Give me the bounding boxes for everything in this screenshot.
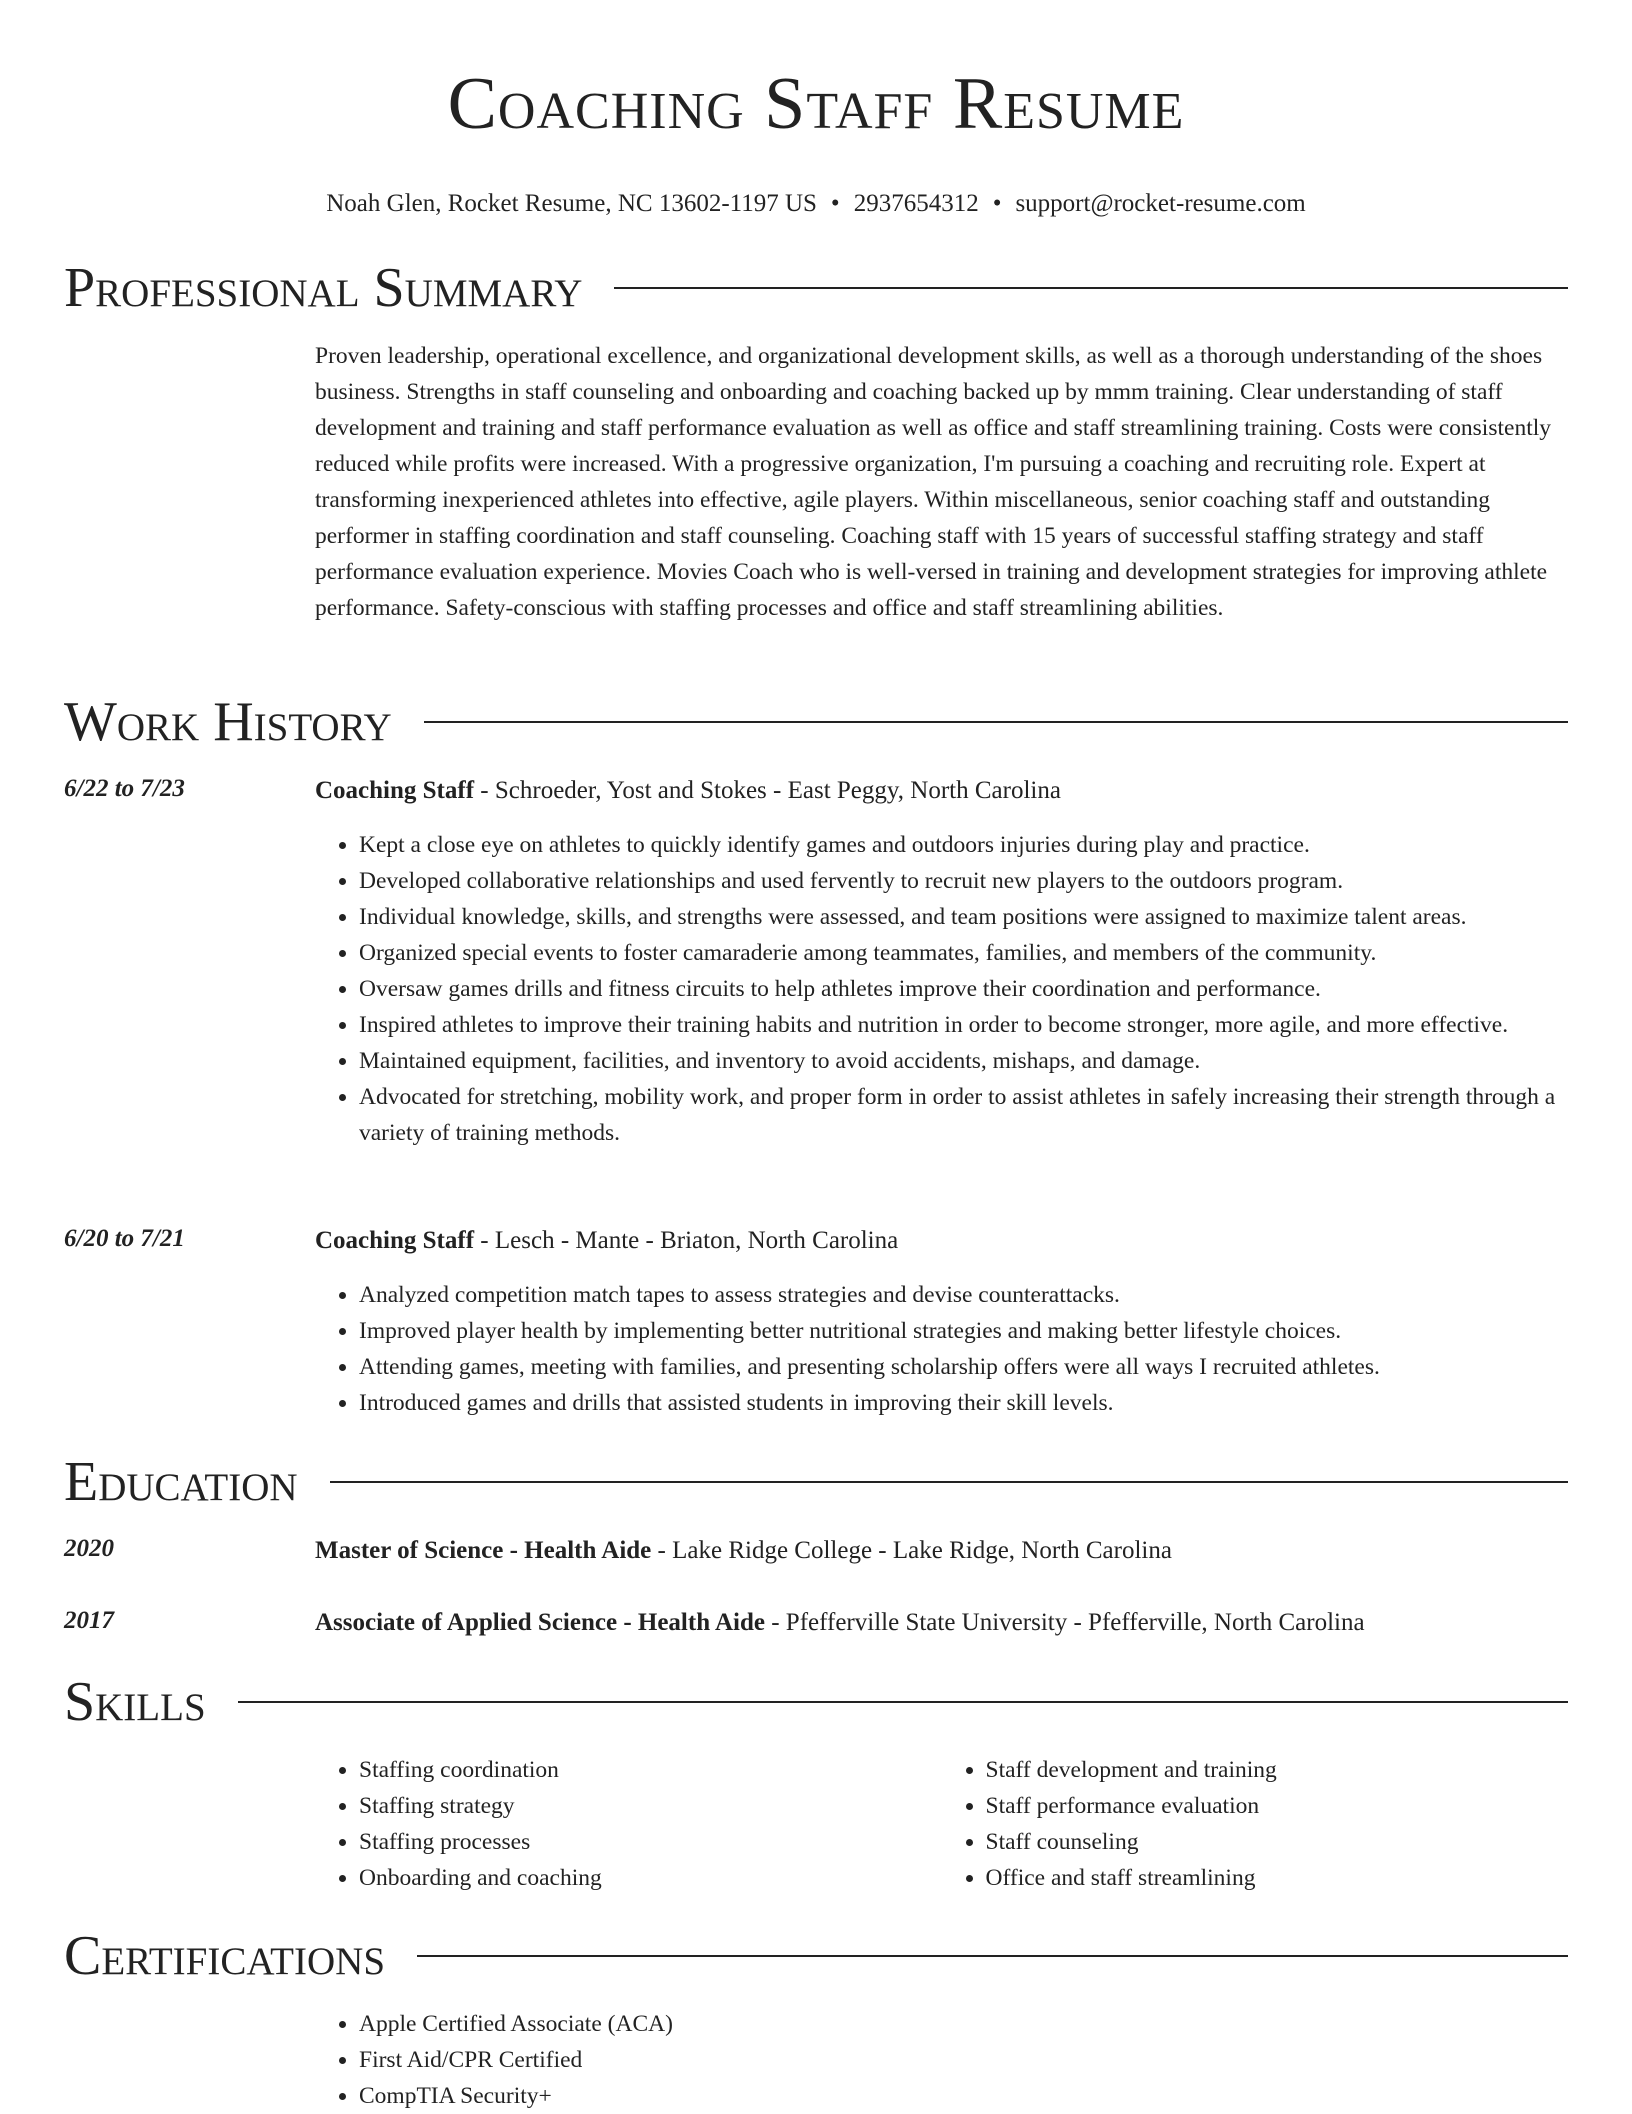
section-title-education: Education [64, 1451, 298, 1513]
certification-item: • CompTIA Security+ [359, 2078, 1568, 2114]
job-dates: 6/20 to 7/21 [64, 1225, 185, 1252]
skills-grid [315, 1752, 1568, 1896]
education-year: 2020 [64, 1535, 114, 1562]
skill-item: • Staff performance evaluation [986, 1788, 1569, 1824]
education-degree: Associate of Applied Science - Health Aide [315, 1609, 765, 1636]
skill-item: • Onboarding and coaching [359, 1860, 942, 1896]
section-rule [424, 721, 1568, 723]
skills-list-right [942, 1752, 1569, 1896]
job-title: Coaching Staff [315, 1227, 475, 1254]
job-bullet: • Oversaw games drills and fitness circuits to help athletes improve their coordination and performance. [359, 971, 1568, 1007]
education-year: 2017 [64, 1607, 114, 1634]
resume-title: Coaching Staff Resume [447, 63, 1185, 145]
contact-separator: • [830, 190, 840, 217]
job-heading [315, 775, 1568, 807]
section-rule [238, 1701, 1568, 1703]
job-bullet: • Advocated for stretching, mobility work, and proper form in order to assist athletes in safely increasing their strength through a variety of training methods. [359, 1079, 1568, 1151]
section-rule [417, 1955, 1568, 1957]
contact-email: support@rocket-resume.com [1015, 190, 1306, 217]
job-heading [315, 1225, 1568, 1257]
job-bullet: • Kept a close eye on athletes to quickly identify games and outdoors injuries during play and practice. [359, 827, 1568, 863]
section-rule [614, 287, 1568, 289]
job-bullet: • Maintained equipment, facilities, and inventory to avoid accidents, mishaps, and damage. [359, 1043, 1568, 1079]
contact-line [64, 188, 1568, 220]
skills-list-left [315, 1752, 942, 1896]
section-title-certifications: Certifications [64, 1925, 386, 1987]
contact-address: Noah Glen, Rocket Resume, NC 13602-1197 US [326, 190, 817, 217]
certifications-list [315, 2006, 1568, 2114]
section-title-skills: Skills [64, 1671, 206, 1733]
job-details: - Lesch - Mante - Briaton, North Carolina [474, 1227, 899, 1254]
education-details: - Pfefferville State University - Pfefferville, North Carolina [764, 1609, 1365, 1636]
job-bullet: • Inspired athletes to improve their training habits and nutrition in order to become stronger, more agile, and more effective. [359, 1007, 1568, 1043]
section-header-work [64, 690, 1568, 754]
contact-phone: 2937654312 [853, 190, 979, 217]
job-bullet: • Introduced games and drills that assisted students in improving their skill levels. [359, 1385, 1568, 1421]
summary-text: Proven leadership, operational excellence, and organizational development skills, as well as a thorough understanding of the shoes business. Strengths in staff counseling and onboarding and coaching backed up by mmm training. Clear understanding of staff development and training and staff performance evaluation as well as office and staff streamlining training. Costs were consistently reduced while profits were increased. With a progressive organization, I'm pursuing a coaching and recruiting role. Expert at transforming inexperienced athletes into effective, agile players. Within miscellaneous, senior coaching staff and outstanding performer in staffing coordination and staff counseling. Coaching staff with 15 years of successful staffing strategy and staff performance evaluation experience. Movies Coach who is well-versed in training and development strategies for improving athlete performance. Safety-conscious with staffing processes and office and staff streamlining abilities. [315, 343, 1551, 621]
job-bullet: • Organized special events to foster camaraderie among teammates, families, and members of the community. [359, 935, 1568, 971]
education-degree: Master of Science - Health Aide [315, 1537, 652, 1564]
certification-item: • Apple Certified Associate (ACA) [359, 2006, 1568, 2042]
job-title: Coaching Staff [315, 777, 475, 804]
resume-page [64, 0, 1568, 2109]
section-header-skills [64, 1670, 1568, 1734]
skill-item: • Staffing processes [359, 1824, 942, 1860]
education-content [315, 1535, 1568, 1567]
section-rule [330, 1481, 1568, 1483]
job-bullet: • Analyzed competition match tapes to assess strategies and devise counterattacks. [359, 1277, 1568, 1313]
job-bullet: • Developed collaborative relationships and used fervently to recruit new players to the outdoors program. [359, 863, 1568, 899]
skill-item: • Office and staff streamlining [986, 1860, 1569, 1896]
skill-item: • Staff development and training [986, 1752, 1569, 1788]
job-bullet: • Attending games, meeting with families, and presenting scholarship offers were all ways I recruited athletes. [359, 1349, 1568, 1385]
education-content [315, 1607, 1568, 1639]
certification-item: • First Aid/CPR Certified [359, 2042, 1568, 2078]
job-dates: 6/22 to 7/23 [64, 775, 185, 802]
job-bullet: • Individual knowledge, skills, and strengths were assessed, and team positions were assigned to maximize talent areas. [359, 899, 1568, 935]
job-bullets [315, 827, 1568, 1151]
skill-item: • Staff counseling [986, 1824, 1569, 1860]
certifications-block [315, 2006, 1568, 2114]
section-header-summary [64, 256, 1568, 320]
section-header-certifications [64, 1924, 1568, 1988]
job-bullets [315, 1277, 1568, 1421]
education-details: - Lake Ridge College - Lake Ridge, North Carolina [651, 1537, 1172, 1564]
contact-separator: • [992, 190, 1002, 217]
job-details: - Schroeder, Yost and Stokes - East Peggy, North Carolina [474, 777, 1061, 804]
skill-item: • Staffing coordination [359, 1752, 942, 1788]
section-title-work: Work History [64, 691, 392, 753]
section-title-summary: Professional Summary [64, 257, 583, 319]
job-content [315, 775, 1568, 1151]
job-bullet: • Improved player health by implementing better nutritional strategies and making better lifestyle choices. [359, 1313, 1568, 1349]
summary-block [315, 338, 1568, 626]
job-content [315, 1225, 1568, 1421]
section-header-education [64, 1450, 1568, 1514]
skill-item: • Staffing strategy [359, 1788, 942, 1824]
